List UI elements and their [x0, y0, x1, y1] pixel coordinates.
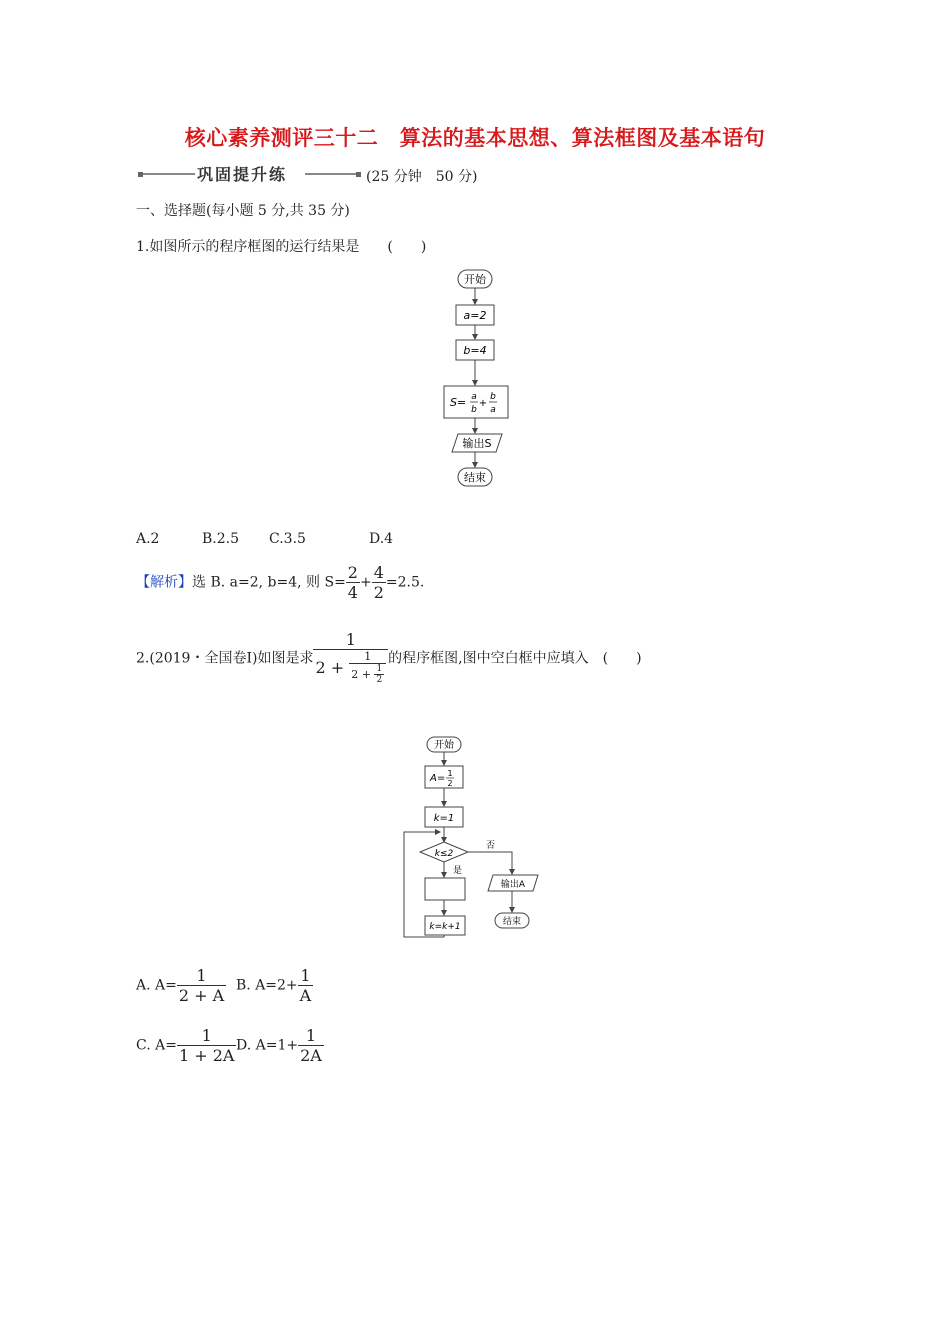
q2-blank-box: [425, 878, 465, 900]
q2-stem-before: 2.(2019・全国卷Ⅰ)如图是求: [136, 650, 314, 667]
q1-s-f1-den: b: [471, 405, 477, 415]
q2-no-label: 否: [486, 841, 496, 851]
analysis-text-after: =2.5.: [385, 574, 425, 591]
q2-a-prefix: A=: [430, 773, 446, 784]
q2-inc-text: k=k+1: [429, 922, 461, 932]
banner-line-left: [143, 173, 195, 175]
q1-stem: 1.如图所示的程序框图的运行结果是 ( ): [136, 239, 427, 255]
q2-decision-text: k≤2: [434, 849, 454, 859]
q1-option-b: B.2.5: [202, 531, 240, 547]
q2-option-d: D. A=1+ $\frac{1}{2A}$: [236, 1026, 322, 1065]
q1-a-text: a=2: [463, 309, 487, 322]
q2-option-c: C. A= $\frac{1}{1 + 2A}$: [136, 1026, 235, 1065]
q1-s-plus: +: [478, 398, 488, 409]
q2-a-den: 2: [447, 779, 453, 788]
q2-option-a: A. A= $\frac{1}{2 + A}$: [136, 966, 225, 1005]
q1-b-text: b=4: [463, 344, 487, 357]
section-heading: 一、选择题(每小题 5 分,共 35 分): [136, 203, 350, 219]
analysis-fraction-1: $\frac{2}{4}$: [347, 563, 358, 602]
banner-dot-right: [356, 172, 361, 177]
analysis-plus: +: [359, 574, 372, 591]
q2-continued-fraction: 1 2 + 1 2 + $\frac{1}{2}$: [313, 630, 388, 685]
analysis-tag: 【解析】: [136, 574, 192, 591]
q1-s-f1-num: a: [471, 392, 477, 402]
q2-stem: [136, 630, 642, 685]
banner-line-right: [305, 173, 357, 175]
q2-output-text: 输出A: [500, 880, 526, 890]
q1-analysis: [136, 563, 424, 602]
q2-flowchart: [396, 730, 546, 942]
q2-yes-label: 是: [453, 866, 463, 876]
q1-flowchart: [438, 264, 518, 490]
q1-s-prefix: S=: [450, 396, 467, 409]
banner-time: (25 分钟 50 分): [366, 169, 478, 185]
q1-start-text: 开始: [464, 273, 486, 286]
q1-s-f2-num: b: [490, 392, 496, 402]
q2-option-b: B. A=2+ $\frac{1}{A}$: [236, 966, 312, 1005]
q1-option-a: A.2: [136, 531, 160, 547]
page-title: 核心素养测评三十二 算法的基本思想、算法框图及基本语句: [184, 126, 766, 150]
analysis-text-before: 选 B. a=2, b=4, 则 S=: [192, 574, 346, 591]
q2-stem-after: 的程序框图,图中空白框中应填入 ( ): [388, 650, 642, 667]
analysis-fraction-2: $\frac{4}{2}$: [373, 563, 384, 602]
q1-option-c: C.3.5: [269, 531, 306, 547]
q1-output-text: 输出S: [462, 437, 492, 450]
banner-label: 巩固提升练: [197, 165, 288, 184]
q1-s-f2-den: a: [490, 405, 496, 415]
q2-end-text: 结束: [502, 917, 522, 927]
q1-end-text: 结束: [464, 471, 486, 484]
q1-option-d: D.4: [369, 531, 394, 547]
q2-start-text: 开始: [434, 740, 454, 751]
q2-a-num: 1: [447, 769, 453, 778]
q2-k-text: k=1: [433, 813, 455, 824]
